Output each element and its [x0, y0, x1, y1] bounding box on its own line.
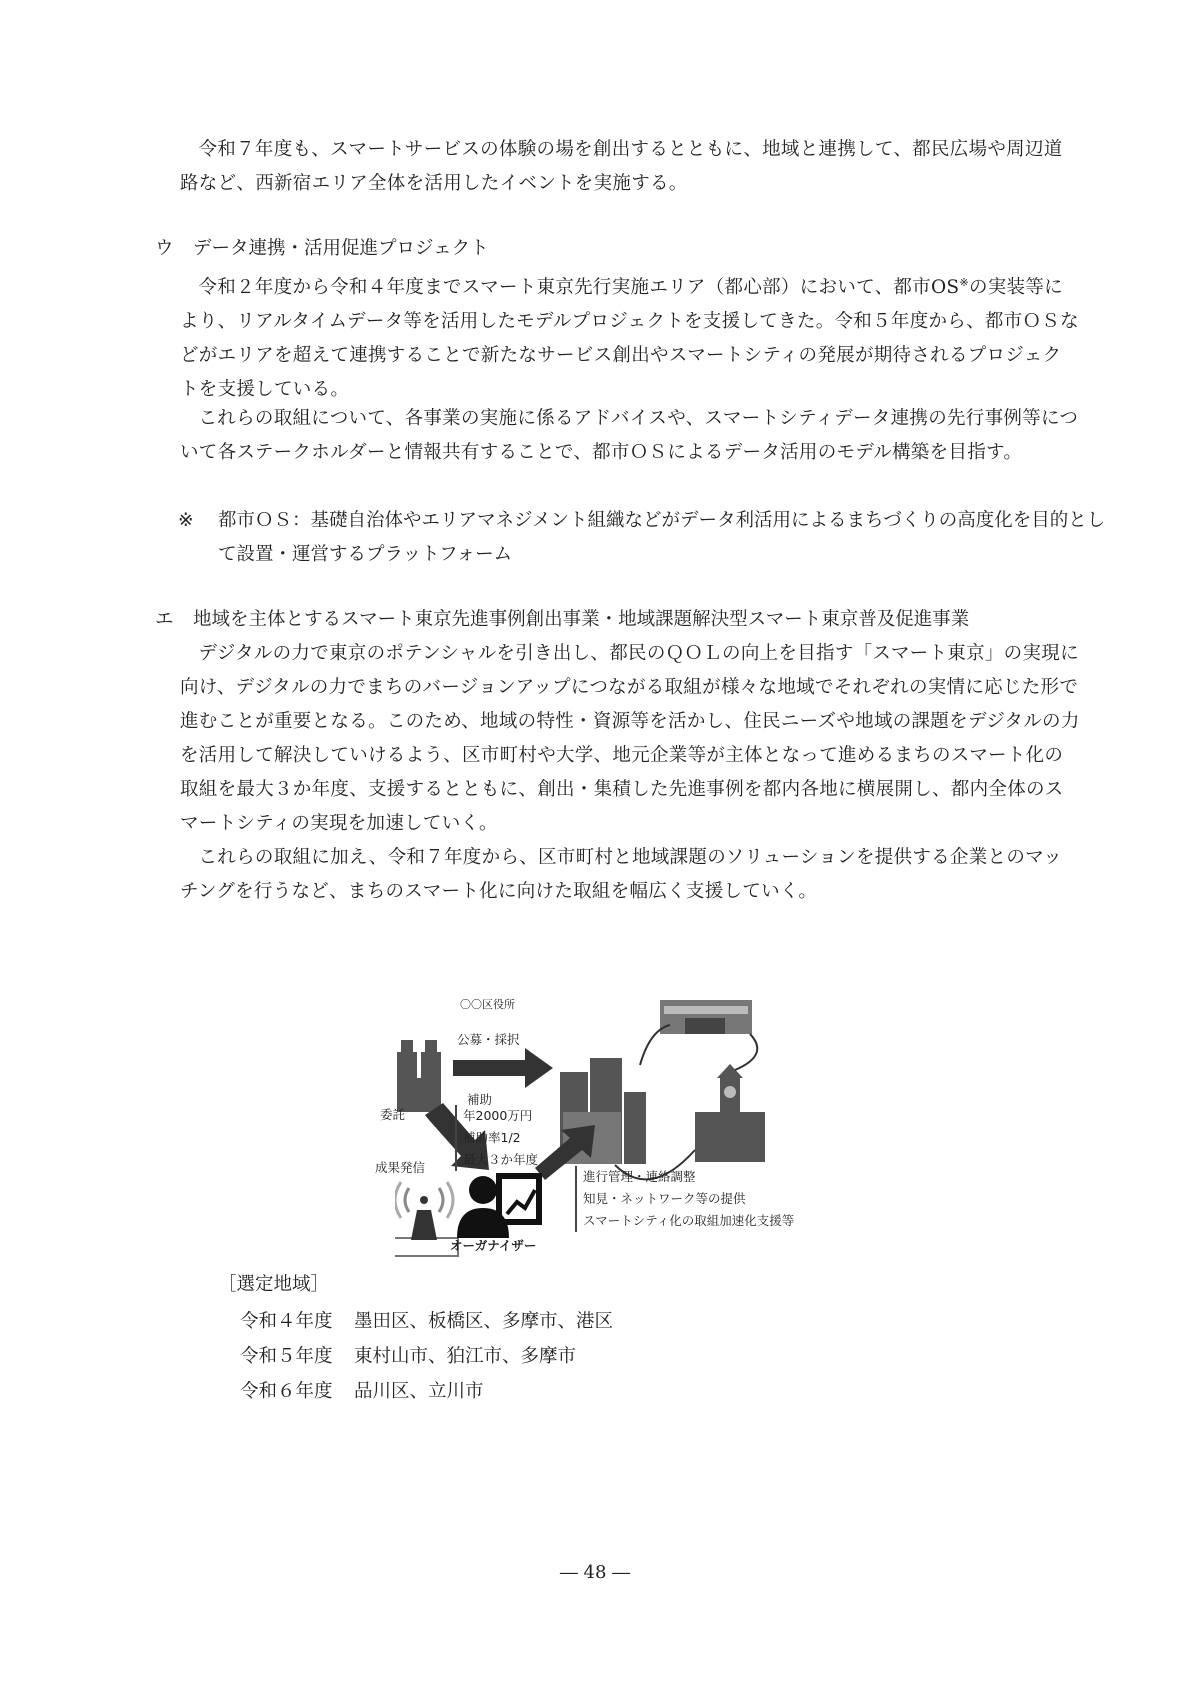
heading-text: 地域を主体とするスマート東京先進事例創出事業・地域課題解決型スマート東京普及促進事業: [193, 609, 970, 630]
selected-row: [240, 1340, 576, 1374]
selected-year: 令和５年度: [240, 1346, 333, 1367]
support-item: 知見・ネットワーク等の提供: [583, 1191, 746, 1206]
support-item: スマートシティ化の取組加速化支援等: [583, 1213, 795, 1228]
commission-label: 委託: [380, 1107, 406, 1122]
ward-office-icon: [660, 1000, 752, 1034]
paragraph-event: 令和７年度も、スマートサービスの体験の場を創出するとともに、地域と連携して、都民広場や周辺道路など、西新宿エリア全体を活用したイベントを実施する。: [180, 139, 1063, 194]
selected-year: 令和６年度: [240, 1381, 333, 1402]
support-list: [575, 1166, 794, 1232]
heading-marker: エ: [155, 609, 174, 630]
section-heading-e: [155, 603, 1085, 637]
heading-marker: ウ: [155, 238, 174, 259]
recruit-label: 公募・採択: [457, 1032, 520, 1047]
organizer-icon: [457, 1176, 539, 1238]
broadcast-icon: [395, 1182, 458, 1256]
heading-text: データ連携・活用促進プロジェクト: [193, 238, 489, 259]
paragraph-initiatives: これらの取組について、各事業の実施に係るアドバイスや、スマートシティデータ連携の先行事例等について各ステークホルダーと情報共有することで、都市ＯＳによるデータ活用のモデル構築を目指す。: [180, 408, 1079, 463]
subsidy-label: 補助: [467, 1092, 493, 1107]
paragraph-data-linkage: [180, 266, 1080, 407]
connector-line: [735, 1034, 757, 1070]
recruit-arrow: [453, 1048, 553, 1088]
metropolitan-government-icon: [397, 1040, 441, 1112]
selected-areas: 東村山市、狛江市、多摩市: [354, 1346, 577, 1367]
selected-row: [240, 1375, 484, 1409]
scheme-diagram: [375, 998, 875, 1330]
selected-areas: 品川区、立川市: [354, 1381, 484, 1402]
subsidy-amount: 年2000万円: [463, 1108, 533, 1123]
subsidy-period: 最大３か年度: [463, 1152, 539, 1167]
footnote-marker: ※: [178, 510, 194, 531]
ward-office-sign: 〇〇区役所: [460, 998, 515, 1011]
footnote-mark: ※: [959, 276, 969, 289]
paragraph-matching: これらの取組に加え、令和７年度から、区市町村と地域課題のソリューションを提供する企業とのマッチングを行うなど、まちのスマート化に向けた取組を幅広く支援していく。: [180, 847, 1063, 902]
selected-year: 令和４年度: [240, 1311, 333, 1332]
organizer-label: オーガナイザー: [450, 1238, 537, 1253]
support-item: 進行管理・連絡調整: [583, 1169, 696, 1184]
paragraph-text: 令和２年度から令和４年度までスマート東京先行実施エリア（都心部）において、都市OS: [198, 277, 960, 299]
subsidy-rate: 補助率1/2: [463, 1130, 521, 1145]
paragraph-smart-tokyo: デジタルの力で東京のポテンシャルを引き出し、都民のＱＯＬの向上を目指す「スマート東京」の実現に向け、デジタルの力でまちのバージョンアップにつながる取組が様々な地域でそれぞれの実情に応じた形で進むことが重要となる。このため、地域の特性・資源等を活かし、住民ニーズや地域の課題をデジタルの力を活用して解決していけるよう、区市町村や大学、地元企業等が主体となって進めるまちのスマート化の取組を最大３か年度、支援するとともに、創出・集積した先進事例を都内各地に横展開し、都内全体のスマートシティの実現を加速していく。: [180, 643, 1080, 834]
selected-areas: 墨田区、板橋区、多摩市、港区: [354, 1311, 614, 1332]
paragraph-text: の実装等により、リアルタイムデータ等を活用したモデルプロジェクトを支援してきた。令和５年度から、都市ＯＳなどがエリアを超えて連携することで新たなサービス創出やスマートシティの発展が期待されるプロジェクトを支援している。: [180, 277, 1079, 401]
results-label: 成果発信: [375, 1160, 426, 1175]
selected-areas-heading: ［選定地域］: [218, 1274, 330, 1295]
section-heading-u: [155, 232, 1085, 266]
university-icon: [695, 1064, 765, 1162]
subsidy-details: [455, 1105, 538, 1171]
footnote-text: 都市ＯＳ：基礎自治体やエリアマネジメント組織などがデータ利活用によるまちづくりの高度化を目的として設置・運営するプラットフォーム: [218, 510, 1106, 565]
page-number: ― 48 ―: [559, 1562, 631, 1583]
selected-row: [240, 1305, 613, 1339]
footnote: [178, 504, 1123, 572]
